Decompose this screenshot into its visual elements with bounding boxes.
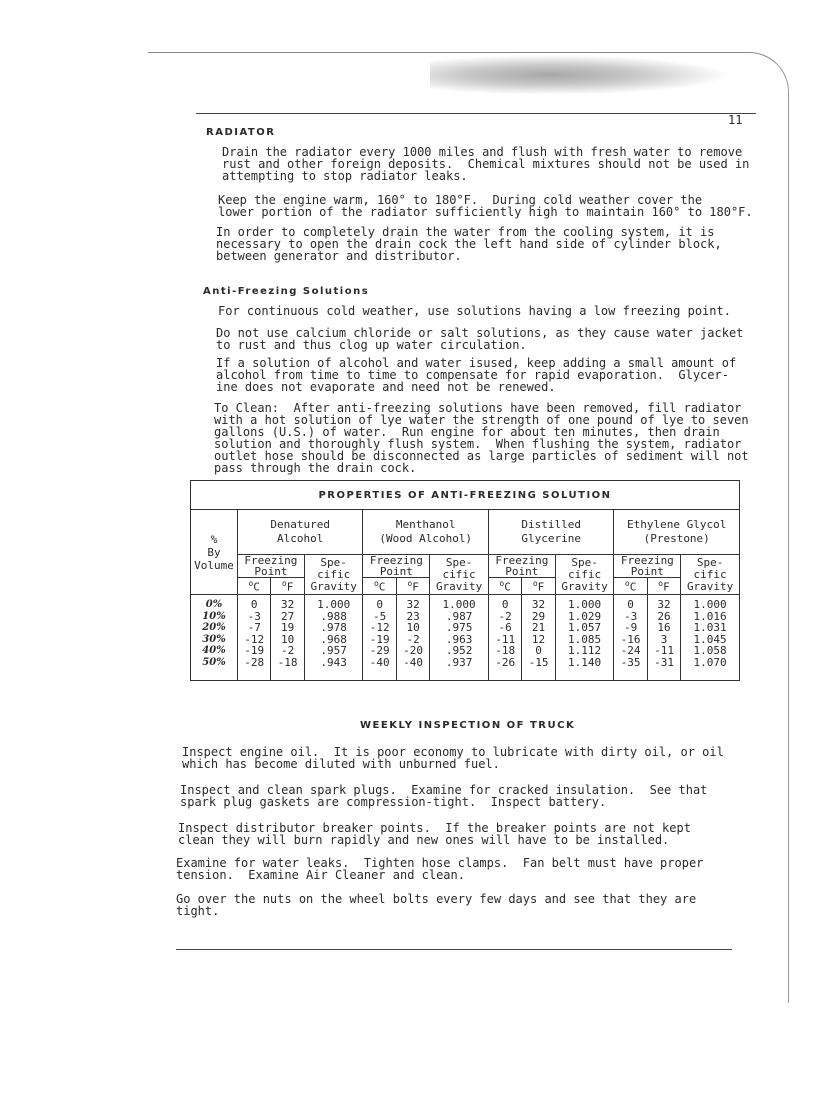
ethylene-glycol-celsius: 0 -3 -9 -16 -24 -35 [614,595,647,681]
footer-rule [176,949,732,950]
anti-freezing-properties-table [190,480,740,681]
radiator-paragraph-3: In order to completely drain the water from the cooling system, it is necessary to open the drain cock the left hand side of cylinder block, between generator and distributor. [216,225,722,263]
freezing-point-header: Freezing Point [488,555,555,578]
anti-freezing-paragraph-4: To Clean: After anti-freezing solutions have been removed, fill radiator with a hot solution of lye water the strength of one pound of lye to seven gallons (U.S.) of water. Run engine for about ten minutes, then drain solution and thoroughly flush system. When flushing the system, radiator outlet hose should be disconnected as large particles of sediment will not pass through the drain cock. [214,401,749,475]
freezing-point-header: Freezing Point [238,555,305,578]
weekly-paragraph-5: Go over the nuts on the wheel bolts every few days and see that they are tight. [176,892,697,918]
specific-gravity-header: Spe- cific Gravity [681,555,740,595]
glycerine-header: Distilled Glycerine [488,510,613,555]
weekly-paragraph-1: Inspect engine oil. It is poor economy to lubricate with dirty oil, or oil which has become diluted with unburned fuel. [182,745,724,771]
ethylene-glycol-gravity: 1.000 1.016 1.031 1.045 1.058 1.070 [681,595,740,681]
methanol-gravity: 1.000 .987 .975 .963 .952 .937 [430,595,489,681]
specific-gravity-header: Spe- cific Gravity [304,555,363,595]
weekly-paragraph-3: Inspect distributor breaker points. If the breaker points are not kept clean they will burn rapidly and new ones will have to be installed. [178,821,691,847]
ethylene-glycol-header: Ethylene Glycol (Prestone) [614,510,740,555]
fahrenheit-unit: $^o$F [647,578,680,595]
table-title: PROPERTIES OF ANTI-FREEZING SOLUTION [191,481,740,510]
radiator-paragraph-2: Keep the engine warm, 160° to 180°F. During cold weather cover the lower portion of the radiator sufficiently high to maintain 160° to 180°F. [218,193,753,219]
anti-freezing-paragraph-1: For continuous cold weather, use solutions having a low freezing point. [218,304,731,318]
weekly-paragraph-2: Inspect and clean spark plugs. Examine for cracked insulation. See that spark plug gaskets are compression-tight. Inspect battery. [180,783,708,809]
celsius-unit: $^o$C [614,578,647,595]
ethylene-glycol-fahrenheit: 32 26 16 3 -11 -31 [647,595,680,681]
glycerine-celsius: 0 -2 -6 -11 -18 -26 [488,595,521,681]
radiator-paragraph-1: Drain the radiator every 1000 miles and flush with fresh water to remove rust and other foreign deposits. Chemical mixtures should not be used in attempting to stop radiator leaks. [222,145,750,183]
specific-gravity-header: Spe- cific Gravity [555,555,614,595]
denatured-alcohol-gravity: 1.000 .988 .978 .968 .957 .943 [304,595,363,681]
header-rule [196,113,756,114]
weekly-paragraph-4: Examine for water leaks. Tighten hose clamps. Fan belt must have proper tension. Examine Air Cleaner and clean. [176,856,704,882]
fahrenheit-unit: $^o$F [522,578,555,595]
freezing-point-header: Freezing Point [614,555,681,578]
denatured-alcohol-header: Denatured Alcohol [238,510,363,555]
denatured-alcohol-fahrenheit: 32 27 19 10 -2 -18 [271,595,304,681]
freezing-point-header: Freezing Point [363,555,430,578]
denatured-alcohol-celsius: 0 -3 -7 -12 -19 -28 [238,595,271,681]
radiator-heading: RADIATOR [206,127,276,138]
specific-gravity-header: Spe- cific Gravity [430,555,489,595]
anti-freezing-paragraph-3: If a solution of alcohol and water isused, keep adding a small amount of alcohol from time to time to compensate for rapid evaporation. Glycer- ine does not evaporate and need not be renewed. [216,356,737,394]
percent-column: 0% 10% 20% 30% 40% 50% [191,595,238,681]
glycerine-fahrenheit: 32 29 21 12 0 -15 [522,595,555,681]
weekly-inspection-heading: WEEKLY INSPECTION OF TRUCK [360,720,576,731]
methanol-header: Menthanol (Wood Alcohol) [363,510,488,555]
percent-by-volume-header: % By Volume [191,510,238,595]
celsius-unit: $^o$C [363,578,396,595]
fahrenheit-unit: $^o$F [271,578,304,595]
celsius-unit: $^o$C [488,578,521,595]
glycerine-gravity: 1.000 1.029 1.057 1.085 1.112 1.140 [555,595,614,681]
anti-freezing-paragraph-2: Do not use calcium chloride or salt solutions, as they cause water jacket to rust and thus clog up water circulation. [216,326,744,352]
methanol-celsius: 0 -5 -12 -19 -29 -40 [363,595,396,681]
methanol-fahrenheit: 32 23 10 -2 -20 -40 [396,595,429,681]
fahrenheit-unit: $^o$F [396,578,429,595]
celsius-unit: $^o$C [238,578,271,595]
page-number: 11 [728,113,743,127]
anti-freezing-heading: Anti-Freezing Solutions [203,286,370,297]
scan-smudge [430,55,730,95]
